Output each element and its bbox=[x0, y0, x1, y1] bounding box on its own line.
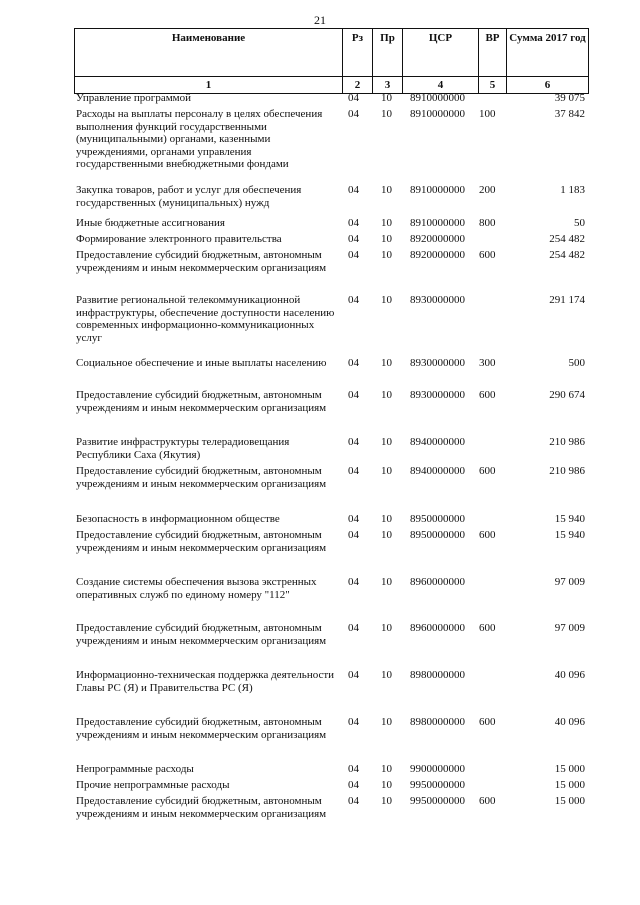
row-csr: 8980000000 bbox=[410, 716, 465, 728]
row-sum: 15 000 bbox=[554, 795, 585, 807]
row-csr: 9950000000 bbox=[410, 779, 465, 791]
row-pr: 10 bbox=[381, 233, 392, 245]
row-name: Прочие непрограммные расходы bbox=[76, 779, 230, 791]
header-row bbox=[75, 29, 589, 77]
header-number: 2 bbox=[343, 77, 373, 94]
row-vr: 600 bbox=[479, 622, 496, 634]
header-name: Наименование bbox=[75, 29, 343, 77]
row-name: Закупка товаров, работ и услуг для обеспечения государственных (муниципальных) нужд bbox=[76, 184, 302, 209]
header-number: 3 bbox=[373, 77, 403, 94]
row-pr: 10 bbox=[381, 576, 392, 588]
row-rz: 04 bbox=[348, 217, 359, 229]
row-rz: 04 bbox=[348, 436, 359, 448]
header-pr: Пр bbox=[373, 29, 403, 77]
row-name: Предоставление субсидий бюджетным, автономным учреждениям и иным некоммерческим организациям bbox=[76, 465, 327, 490]
row-sum: 291 174 bbox=[549, 294, 585, 306]
row-pr: 10 bbox=[381, 436, 392, 448]
row-name: Безопасность в информационном обществе bbox=[76, 513, 280, 525]
row-name: Предоставление субсидий бюджетным, автономным учреждениям и иным некоммерческим организациям bbox=[76, 389, 327, 414]
row-csr: 8960000000 bbox=[410, 622, 465, 634]
row-csr: 8940000000 bbox=[410, 436, 465, 448]
row-pr: 10 bbox=[381, 357, 392, 369]
header-number: 4 bbox=[403, 77, 479, 94]
row-rz: 04 bbox=[348, 763, 359, 775]
row-vr: 200 bbox=[479, 184, 496, 196]
row-sum: 254 482 bbox=[549, 249, 585, 261]
row-rz: 04 bbox=[348, 622, 359, 634]
row-rz: 04 bbox=[348, 513, 359, 525]
row-sum: 1 183 bbox=[560, 184, 585, 196]
row-vr: 600 bbox=[479, 529, 496, 541]
row-vr: 600 bbox=[479, 249, 496, 261]
header-csr: ЦСР bbox=[403, 29, 479, 77]
page-number: 21 bbox=[314, 13, 326, 27]
row-sum: 40 096 bbox=[554, 669, 585, 681]
row-rz: 04 bbox=[348, 294, 359, 306]
row-sum: 97 009 bbox=[554, 576, 585, 588]
row-vr: 100 bbox=[479, 108, 496, 120]
row-name: Создание системы обеспечения вызова экстренных оперативных служб по единому номеру "112" bbox=[76, 576, 317, 601]
row-rz: 04 bbox=[348, 716, 359, 728]
row-name: Управление программой bbox=[76, 92, 192, 104]
row-csr: 8910000000 bbox=[410, 108, 465, 120]
row-csr: 8930000000 bbox=[410, 294, 465, 306]
row-rz: 04 bbox=[348, 779, 359, 791]
row-csr: 8950000000 bbox=[410, 513, 465, 525]
table-header bbox=[74, 28, 589, 94]
row-pr: 10 bbox=[381, 795, 392, 807]
row-pr: 10 bbox=[381, 108, 392, 120]
row-sum: 500 bbox=[568, 357, 585, 369]
row-sum: 39 075 bbox=[554, 92, 585, 104]
row-pr: 10 bbox=[381, 622, 392, 634]
row-sum: 15 000 bbox=[554, 779, 585, 791]
row-csr: 8980000000 bbox=[410, 669, 465, 681]
row-sum: 254 482 bbox=[549, 233, 585, 245]
row-sum: 210 986 bbox=[549, 436, 585, 448]
row-pr: 10 bbox=[381, 716, 392, 728]
row-pr: 10 bbox=[381, 184, 392, 196]
row-rz: 04 bbox=[348, 184, 359, 196]
row-pr: 10 bbox=[381, 217, 392, 229]
row-csr: 8940000000 bbox=[410, 465, 465, 477]
row-pr: 10 bbox=[381, 249, 392, 261]
row-csr: 8920000000 bbox=[410, 233, 465, 245]
row-vr: 600 bbox=[479, 716, 496, 728]
header-number: 1 bbox=[75, 77, 343, 94]
row-pr: 10 bbox=[381, 669, 392, 681]
row-rz: 04 bbox=[348, 233, 359, 245]
row-sum: 15 940 bbox=[554, 513, 585, 525]
row-pr: 10 bbox=[381, 389, 392, 401]
row-pr: 10 bbox=[381, 92, 392, 104]
row-name: Предоставление субсидий бюджетным, автономным учреждениям и иным некоммерческим организациям bbox=[76, 795, 327, 820]
row-name: Развитие региональной телекоммуникационной инфраструктуры, обеспечение доступности населению современных информационно-коммуникационных услуг bbox=[76, 294, 335, 344]
row-csr: 8950000000 bbox=[410, 529, 465, 541]
row-sum: 290 674 bbox=[549, 389, 585, 401]
row-rz: 04 bbox=[348, 108, 359, 120]
row-rz: 04 bbox=[348, 795, 359, 807]
row-name: Предоставление субсидий бюджетным, автономным учреждениям и иным некоммерческим организациям bbox=[76, 249, 327, 274]
row-name: Предоставление субсидий бюджетным, автономным учреждениям и иным некоммерческим организациям bbox=[76, 716, 327, 741]
row-csr: 9950000000 bbox=[410, 795, 465, 807]
row-rz: 04 bbox=[348, 576, 359, 588]
row-rz: 04 bbox=[348, 249, 359, 261]
header-rz: Рз bbox=[343, 29, 373, 77]
row-rz: 04 bbox=[348, 529, 359, 541]
row-csr: 8910000000 bbox=[410, 217, 465, 229]
header-vr: ВР bbox=[479, 29, 507, 77]
row-sum: 210 986 bbox=[549, 465, 585, 477]
row-name: Предоставление субсидий бюджетным, автономным учреждениям и иным некоммерческим организациям bbox=[76, 622, 327, 647]
header-number: 6 bbox=[507, 77, 589, 94]
row-rz: 04 bbox=[348, 92, 359, 104]
row-rz: 04 bbox=[348, 669, 359, 681]
row-pr: 10 bbox=[381, 529, 392, 541]
row-pr: 10 bbox=[381, 294, 392, 306]
row-sum: 15 000 bbox=[554, 763, 585, 775]
row-sum: 15 940 bbox=[554, 529, 585, 541]
row-name: Информационно-техническая поддержка деятельности Главы РС (Я) и Правительства РС (Я) bbox=[76, 669, 335, 694]
header-sum: Сумма 2017 год bbox=[507, 29, 589, 77]
row-vr: 600 bbox=[479, 465, 496, 477]
header-number-row bbox=[75, 77, 589, 94]
row-sum: 50 bbox=[574, 217, 585, 229]
row-name: Предоставление субсидий бюджетным, автономным учреждениям и иным некоммерческим организациям bbox=[76, 529, 327, 554]
row-csr: 8930000000 bbox=[410, 357, 465, 369]
row-pr: 10 bbox=[381, 465, 392, 477]
row-csr: 8910000000 bbox=[410, 184, 465, 196]
row-csr: 8930000000 bbox=[410, 389, 465, 401]
row-name: Формирование электронного правительства bbox=[76, 233, 282, 245]
row-csr: 8910000000 bbox=[410, 92, 465, 104]
row-vr: 600 bbox=[479, 795, 496, 807]
row-name: Иные бюджетные ассигнования bbox=[76, 217, 225, 229]
row-name: Социальное обеспечение и иные выплаты населению bbox=[76, 357, 327, 369]
row-vr: 300 bbox=[479, 357, 496, 369]
row-sum: 40 096 bbox=[554, 716, 585, 728]
row-pr: 10 bbox=[381, 779, 392, 791]
row-name: Непрограммные расходы bbox=[76, 763, 194, 775]
row-vr: 800 bbox=[479, 217, 496, 229]
header-number: 5 bbox=[479, 77, 507, 94]
row-pr: 10 bbox=[381, 763, 392, 775]
row-name: Расходы на выплаты персоналу в целях обеспечения выполнения функций государственными (муниципальными) органами, казенными учреждениями, органами управления государственными внебюджетными фондами bbox=[76, 108, 323, 170]
row-name: Развитие инфраструктуры телерадиовещания Республики Саха (Якутия) bbox=[76, 436, 290, 461]
row-csr: 9900000000 bbox=[410, 763, 465, 775]
row-rz: 04 bbox=[348, 465, 359, 477]
row-sum: 97 009 bbox=[554, 622, 585, 634]
row-vr: 600 bbox=[479, 389, 496, 401]
row-csr: 8920000000 bbox=[410, 249, 465, 261]
row-rz: 04 bbox=[348, 357, 359, 369]
row-sum: 37 842 bbox=[554, 108, 585, 120]
row-rz: 04 bbox=[348, 389, 359, 401]
row-csr: 8960000000 bbox=[410, 576, 465, 588]
row-pr: 10 bbox=[381, 513, 392, 525]
